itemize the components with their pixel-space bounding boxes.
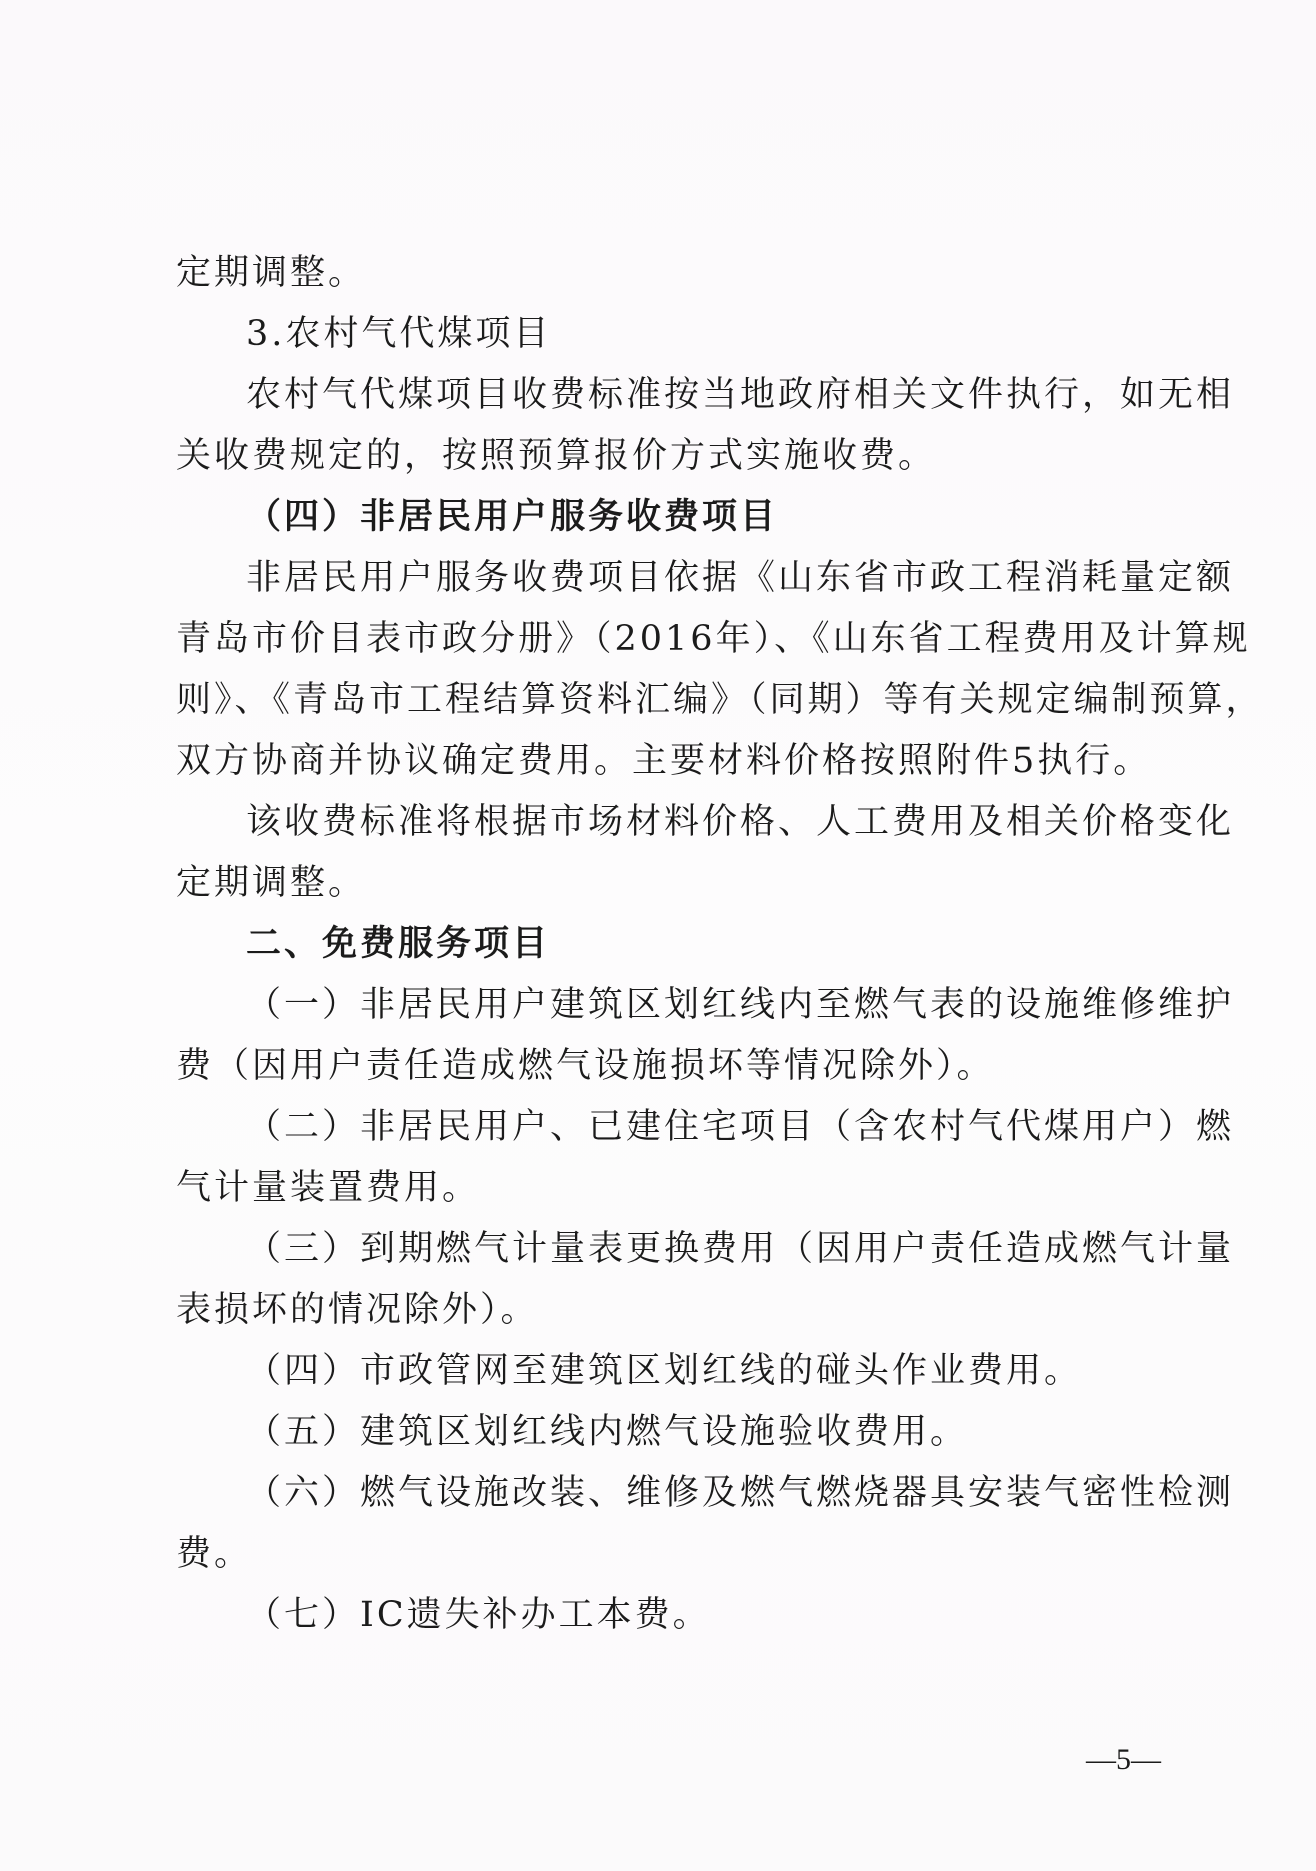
subsection-heading: 3.农村气代煤项目 bbox=[246, 314, 552, 354]
paragraph-line: 该收费标准将根据市场材料价格、人工费用及相关价格变化 bbox=[246, 802, 1235, 842]
paragraph-line: 定期调整。 bbox=[176, 253, 367, 293]
list-item-line: （六）燃气设施改装、维修及燃气燃烧器具安装气密性检测 bbox=[246, 1473, 1235, 1513]
list-item-line: （二）非居民用户、已建住宅项目（含农村气代煤用户）燃 bbox=[246, 1107, 1235, 1147]
paragraph-line: 双方协商并协议确定费用。主要材料价格按照附件5执行。 bbox=[176, 741, 1152, 781]
list-item-line: 气计量装置费用。 bbox=[176, 1168, 481, 1208]
list-item-line: （三）到期燃气计量表更换费用（因用户责任造成燃气计量 bbox=[246, 1229, 1235, 1269]
list-item-line: 表损坏的情况除外）。 bbox=[176, 1290, 539, 1330]
paragraph-line: 关收费规定的，按照预算报价方式实施收费。 bbox=[176, 436, 937, 476]
paragraph-line: 则》、《青岛市工程结算资料汇编》（同期）等有关规定编制预算， bbox=[176, 680, 1264, 720]
page-number: —5— bbox=[1086, 1743, 1161, 1776]
paragraph-line: 青岛市价目表市政分册》（2016年）、《山东省工程费用及计算规 bbox=[176, 619, 1251, 659]
list-item-line: 费（因用户责任造成燃气设施损坏等情况除外）。 bbox=[176, 1046, 995, 1086]
list-item-line: （一）非居民用户建筑区划红线内至燃气表的设施维修维护 bbox=[246, 985, 1235, 1025]
list-item-line: 费。 bbox=[176, 1534, 253, 1574]
chapter-heading: 二、免费服务项目 bbox=[246, 924, 551, 964]
paragraph-line: 非居民用户服务收费项目依据《山东省市政工程消耗量定额 bbox=[246, 558, 1235, 598]
list-item-line: （四）市政管网至建筑区划红线的碰头作业费用。 bbox=[246, 1351, 1083, 1391]
list-item-line: （七）IC遗失补办工本费。 bbox=[246, 1595, 711, 1635]
paragraph-line: 农村气代煤项目收费标准按当地政府相关文件执行，如无相 bbox=[246, 375, 1235, 415]
paragraph-line: 定期调整。 bbox=[176, 863, 367, 903]
list-item-line: （五）建筑区划红线内燃气设施验收费用。 bbox=[246, 1412, 969, 1452]
section-heading: （四）非居民用户服务收费项目 bbox=[246, 497, 779, 537]
